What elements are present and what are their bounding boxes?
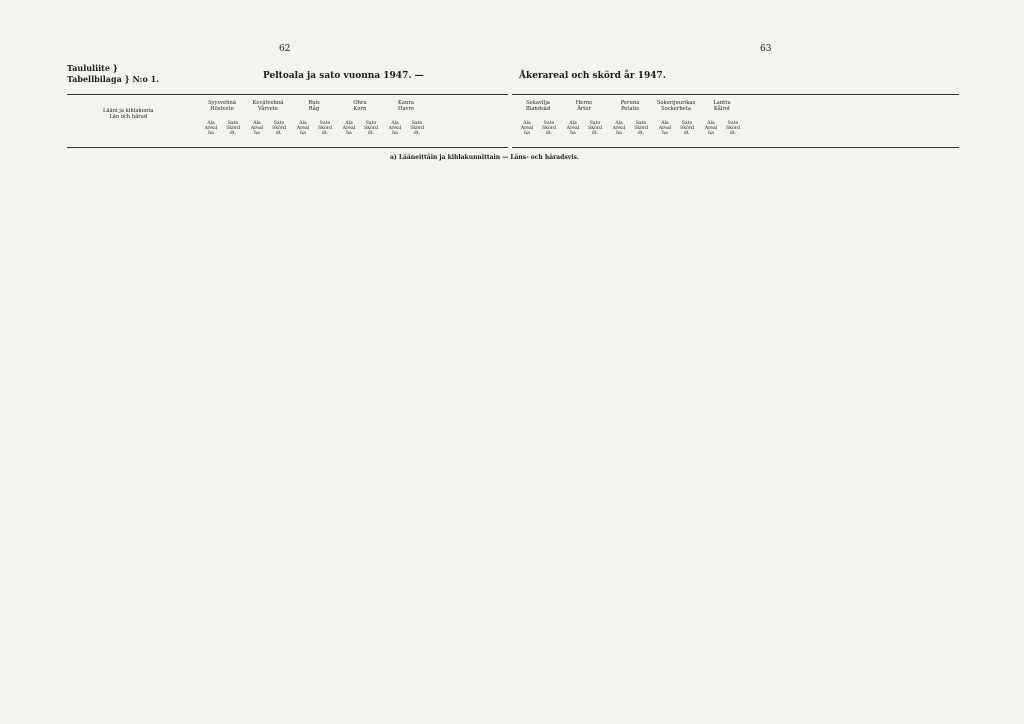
title-swedish: Åkerareal och skörd år 1947. bbox=[519, 71, 666, 81]
sub-header-area: Ala Areal ha bbox=[520, 121, 534, 137]
sub-header-area: Ala Areal ha bbox=[658, 121, 672, 137]
sub-header-yield: Sato Skörd dt. bbox=[272, 121, 286, 137]
sub-header-yield: Sato Skörd dt. bbox=[588, 121, 602, 137]
sub-header-area: Ala Areal ha bbox=[388, 121, 402, 137]
sub-header-yield: Sato Skörd dt. bbox=[542, 121, 556, 137]
stub-header: Lääni ja kihlakunta Län och härad bbox=[103, 108, 154, 120]
sub-header-yield: Sato Skörd dt. bbox=[410, 121, 424, 137]
sub-header-area: Ala Areal ha bbox=[704, 121, 718, 137]
crop-header: Herne Ärter bbox=[575, 100, 593, 112]
sub-header-yield: Sato Skörd dt. bbox=[726, 121, 740, 137]
sub-header-area: Ala Areal ha bbox=[250, 121, 264, 137]
sub-header-yield: Sato Skörd dt. bbox=[226, 121, 240, 137]
crop-header: Peruna Potatis bbox=[620, 100, 640, 112]
title-finnish: Peltoala ja sato vuonna 1947. — bbox=[263, 71, 424, 81]
section-title: a) Lääneittäin ja kihlakunnittain — Läns- och häradsvis. bbox=[390, 154, 579, 161]
crop-header: Ohra Korn bbox=[353, 100, 367, 112]
page-number-right: 63 bbox=[760, 44, 772, 54]
sub-header-area: Ala Areal ha bbox=[342, 121, 356, 137]
crop-header: Kevätvehnä Vårvete bbox=[252, 100, 284, 112]
crop-header: Syysvehnä Höstvete bbox=[208, 100, 236, 112]
sub-header-yield: Sato Skörd dt. bbox=[364, 121, 378, 137]
crop-header: Lanttu Kålrot bbox=[713, 100, 731, 112]
sub-header-area: Ala Areal ha bbox=[296, 121, 310, 137]
crop-header: Ruis Råg bbox=[308, 100, 320, 112]
sub-header-area: Ala Areal ha bbox=[566, 121, 580, 137]
sub-header-area: Ala Areal ha bbox=[204, 121, 218, 137]
sub-header-yield: Sato Skörd dt. bbox=[680, 121, 694, 137]
table-label: Taululiite } Tabellbilaga } N:o 1. bbox=[67, 63, 159, 84]
sub-header-yield: Sato Skörd dt. bbox=[634, 121, 648, 137]
crop-header: Sekavilja Blandsäd bbox=[525, 100, 551, 112]
page-number-left: 62 bbox=[279, 44, 291, 54]
sub-header-area: Ala Areal ha bbox=[612, 121, 626, 137]
sub-header-yield: Sato Skörd dt. bbox=[318, 121, 332, 137]
crop-header: Sokerijuurikas Sockerbeta bbox=[656, 100, 696, 112]
crop-header: Kaura Havre bbox=[397, 100, 415, 112]
